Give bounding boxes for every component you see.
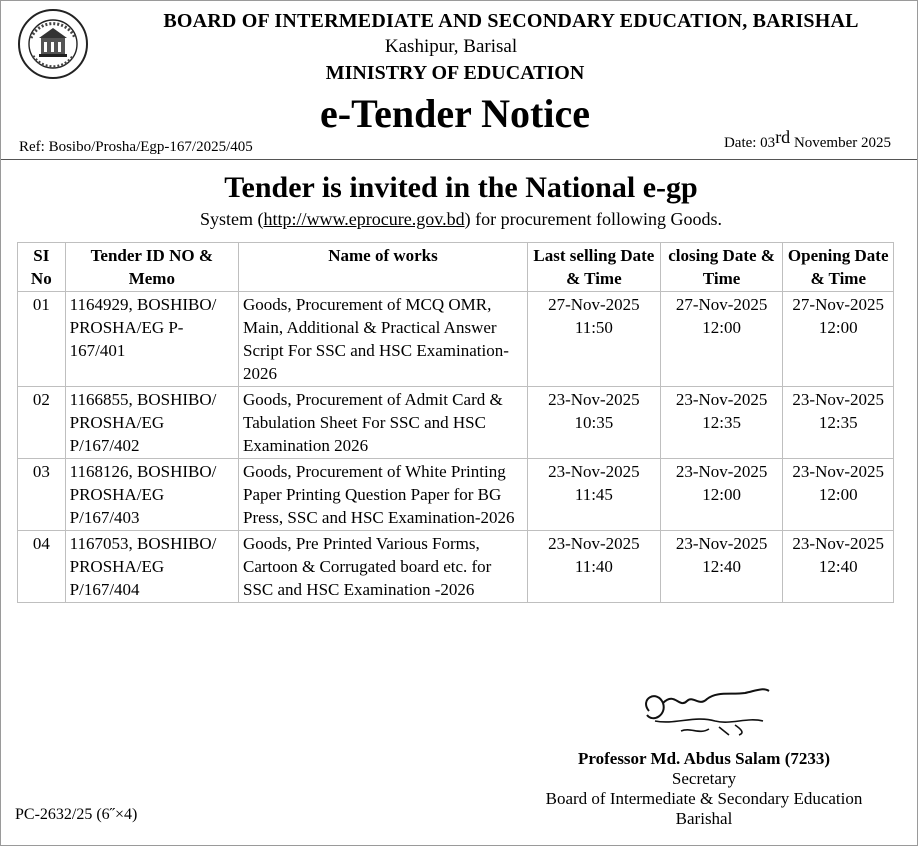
closing-time: 12:40 (702, 557, 741, 576)
header-sl: SI No (18, 243, 66, 292)
row-opening (783, 459, 894, 531)
board-address: Kashipur, Barisal (384, 36, 518, 57)
closing-date: 23-Nov-2025 (675, 534, 768, 553)
board-seal-logo (17, 8, 89, 80)
opening-date: 23-Nov-2025 (792, 390, 885, 409)
ministry-name: MINISTRY OF EDUCATION (325, 62, 585, 84)
print-code: PC-2632/25 (6˝×4) (15, 806, 138, 823)
signatory-block (521, 749, 887, 829)
table-header-row (18, 243, 894, 292)
closing-date: 27-Nov-2025 (675, 295, 768, 314)
row-last-selling (527, 387, 660, 459)
row-works: Goods, Pre Printed Various Forms, Cartoon & Corrugated board etc. for SSC and HSC Examination -2026 (239, 531, 528, 603)
last-selling-date: 23-Nov-2025 (548, 390, 640, 409)
notice-date (723, 127, 891, 152)
table-row (18, 292, 894, 387)
signatory-city: Barishal (675, 809, 733, 828)
signatory-name: Professor Md. Abdus Salam (7233) (577, 749, 831, 768)
row-tender-id: 1168126, BOSHIBO/ PROSHA/EG P/167/403 (65, 459, 238, 531)
row-closing (660, 459, 783, 531)
row-opening (783, 531, 894, 603)
header-last-selling: Last selling Date & Time (527, 243, 660, 292)
row-last-selling (527, 292, 660, 387)
header-divider (1, 159, 917, 160)
last-selling-time: 11:45 (574, 485, 613, 504)
signatory-organization: Board of Intermediate & Secondary Education (545, 789, 863, 808)
last-selling-time: 11:40 (574, 557, 613, 576)
closing-time: 12:00 (702, 318, 741, 337)
date-prefix: Date: 03 (723, 135, 776, 151)
last-selling-date: 23-Nov-2025 (548, 462, 640, 481)
table-row (18, 459, 894, 531)
opening-time: 12:00 (818, 485, 858, 504)
row-tender-id: 1166855, BOSHIBO/ PROSHA/EG P/167/402 (65, 387, 238, 459)
row-works: Goods, Procurement of Admit Card & Tabulation Sheet For SSC and HSC Examination 2026 (239, 387, 528, 459)
date-suffix: November 2025 (790, 135, 891, 151)
opening-date: 27-Nov-2025 (792, 295, 885, 314)
opening-time: 12:40 (818, 557, 858, 576)
eprocure-link[interactable]: http://www.eprocure.gov.bd (263, 209, 465, 229)
invitation-heading: Tender is invited in the National e-gp (224, 171, 698, 204)
table-row (18, 387, 894, 459)
last-selling-date: 23-Nov-2025 (548, 534, 640, 553)
row-opening (783, 387, 894, 459)
opening-time: 12:35 (818, 413, 858, 432)
last-selling-date: 27-Nov-2025 (548, 295, 640, 314)
opening-date: 23-Nov-2025 (792, 462, 885, 481)
row-closing (660, 531, 783, 603)
header-tender-id: Tender ID NO & Memo (65, 243, 238, 292)
row-sl: 04 (18, 531, 66, 603)
handwritten-signature (635, 681, 785, 741)
header-closing: closing Date & Time (660, 243, 783, 292)
last-selling-time: 10:35 (574, 413, 614, 432)
system-prefix: System ( (199, 209, 264, 229)
row-sl: 02 (18, 387, 66, 459)
row-works: Goods, Procurement of MCQ OMR, Main, Additional & Practical Answer Script For SSC and HSC Examination-2026 (239, 292, 528, 387)
reference-number: Ref: Bosibo/Prosha/Egp-167/2025/405 (19, 139, 253, 155)
closing-time: 12:35 (702, 413, 741, 432)
row-last-selling (527, 459, 660, 531)
header-opening: Opening Date & Time (783, 243, 894, 292)
closing-time: 12:00 (702, 485, 741, 504)
last-selling-time: 11:50 (574, 318, 613, 337)
date-ordinal: rd (775, 127, 791, 147)
closing-date: 23-Nov-2025 (675, 390, 768, 409)
row-tender-id: 1167053, BOSHIBO/ PROSHA/EG P/167/404 (65, 531, 238, 603)
row-last-selling (527, 531, 660, 603)
tender-table (17, 242, 894, 603)
header-works: Name of works (239, 243, 528, 292)
system-suffix: ) for procurement following Goods. (464, 209, 723, 229)
opening-time: 12:00 (818, 318, 858, 337)
signatory-designation: Secretary (671, 769, 737, 788)
table-row (18, 531, 894, 603)
row-closing (660, 387, 783, 459)
row-tender-id: 1164929, BOSHIBO/ PROSHA/EG P-167/401 (65, 292, 238, 387)
row-closing (660, 292, 783, 387)
opening-date: 23-Nov-2025 (792, 534, 885, 553)
row-works: Goods, Procurement of White Printing Paper Printing Question Paper for BG Press, SSC and HSC Examination-2026 (239, 459, 528, 531)
board-name: BOARD OF INTERMEDIATE AND SECONDARY EDUCATION, BARISHAL (163, 10, 859, 32)
row-sl: 01 (18, 292, 66, 387)
notice-title: e-Tender Notice (320, 91, 590, 136)
closing-date: 23-Nov-2025 (675, 462, 768, 481)
row-opening (783, 292, 894, 387)
row-sl: 03 (18, 459, 66, 531)
invitation-system-line (61, 209, 861, 230)
